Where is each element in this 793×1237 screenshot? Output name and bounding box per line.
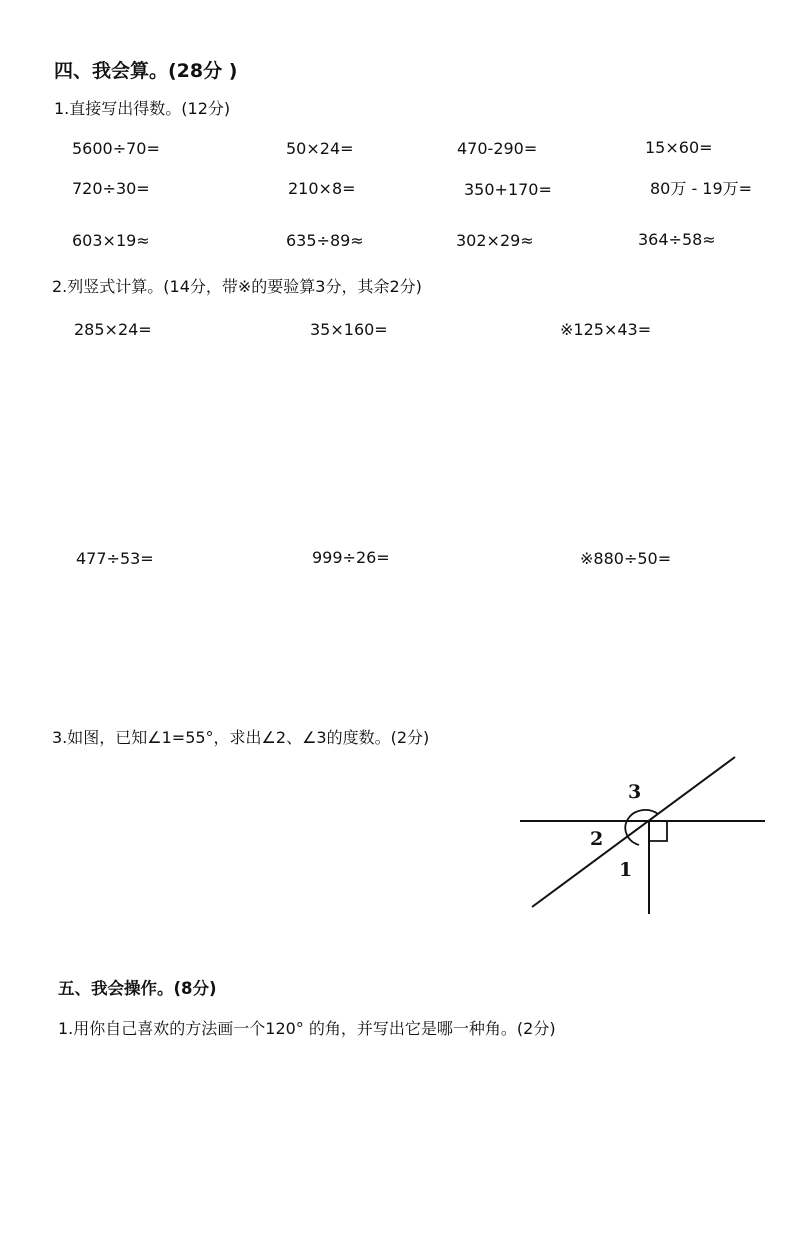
angle-label-2: 2	[590, 828, 604, 850]
problem: 635÷89≈	[286, 231, 364, 250]
angle-label-1: 1	[619, 859, 633, 881]
section-5-title: 五、我会操作。(8分)	[58, 979, 217, 998]
problem: 477÷53=	[76, 549, 154, 568]
angle-figure	[515, 750, 770, 920]
problem: 50×24=	[286, 139, 354, 158]
problem: 999÷26=	[312, 548, 390, 567]
problem: 720÷30=	[72, 179, 150, 198]
problem: 285×24=	[74, 320, 152, 339]
question-2-label: 2.列竖式计算。(14分，带※的要验算3分，其余2分)	[52, 277, 422, 296]
question-1-label: 1.直接写出得数。(12分)	[54, 99, 231, 118]
problem: 5600÷70=	[72, 139, 160, 158]
problem: 35×160=	[310, 320, 388, 339]
problem: 15×60=	[645, 138, 713, 157]
problem: 210×8=	[288, 179, 356, 198]
diagonal-line	[532, 757, 735, 907]
section-4-title: 四、我会算。(28分 )	[54, 60, 238, 82]
right-angle-marker	[649, 821, 667, 841]
problem: 302×29≈	[456, 231, 534, 250]
problem: ※125×43=	[560, 320, 652, 339]
problem: 80万 - 19万=	[650, 179, 753, 198]
angle-label-3: 3	[628, 781, 642, 803]
problem: 470-290=	[457, 139, 538, 158]
section-5-question-1-label: 1.用你自己喜欢的方法画一个120° 的角，并写出它是哪一种角。(2分)	[58, 1019, 556, 1038]
problem: 364÷58≈	[638, 230, 716, 249]
question-3-label: 3.如图，已知∠1=55°，求出∠2、∠3的度数。(2分)	[52, 728, 430, 747]
angle-3-arc	[625, 810, 658, 845]
problem: 603×19≈	[72, 231, 150, 250]
problem: 350+170=	[464, 180, 552, 199]
problem: ※880÷50=	[580, 549, 672, 568]
